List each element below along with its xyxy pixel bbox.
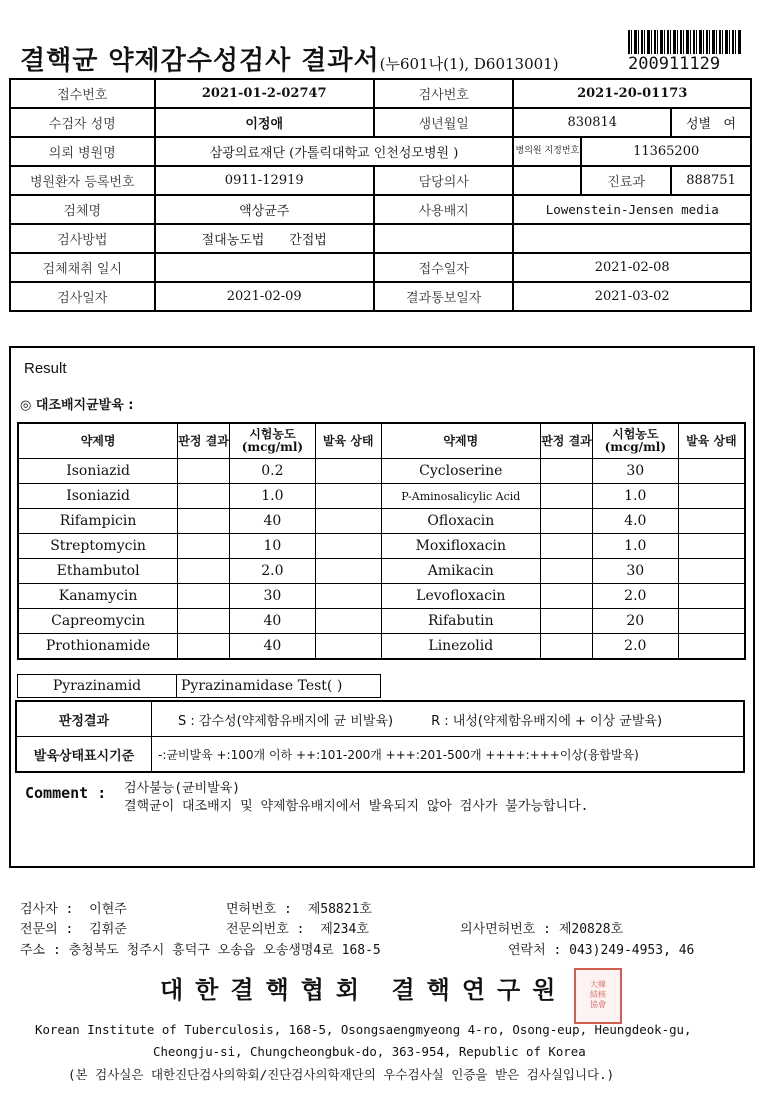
growth-text: -:균비발육 +:100개 이하 ++:101-200개 +++:201-500개 ++++:+++이상(융합발육)	[152, 737, 745, 773]
contact-label: 연락처 :	[508, 943, 562, 958]
eng-address-line2: Cheongju-si, Chungcheongbuk-do, 363-954, Republic of Korea	[153, 1044, 586, 1059]
inst-code-label: 병의원 지정번호	[513, 137, 581, 166]
table-header-row	[18, 423, 745, 459]
specimen: 액상균주	[155, 195, 374, 224]
reception-no: 2021-01-2-02747	[155, 79, 374, 108]
col-conc: 시험농도 (mcg/ml)	[592, 423, 678, 459]
sex-label: 성별	[685, 117, 712, 132]
inst-code: 11365200	[581, 137, 751, 166]
address-line	[20, 939, 381, 958]
drug-table	[17, 422, 746, 660]
drug-drug-cell: Moxifloxacin	[381, 534, 541, 559]
drug-conc-cell: 1.0	[592, 484, 678, 509]
comment-line1: 검사불능(균비발육)	[124, 781, 241, 796]
table-row	[18, 675, 381, 698]
drug-growth-cell	[315, 534, 381, 559]
col-conc: 시험농도 (mcg/ml)	[229, 423, 315, 459]
comment-line2: 결핵균이 대조배지 및 약제함유배지에서 발육되지 않아 검사가 불가능합니다.	[124, 799, 589, 814]
drug-drug-cell: Prothionamide	[18, 634, 178, 660]
doctor-license-line	[460, 918, 623, 937]
col-result: 판정 결과	[541, 423, 593, 459]
drug-drug-cell: Amikacin	[381, 559, 541, 584]
drug-drug-cell: Isoniazid	[18, 484, 178, 509]
method-label: 검사방법	[10, 224, 155, 253]
dob-label: 생년월일	[374, 108, 514, 137]
drug-growth-cell	[315, 559, 381, 584]
drug-result-cell	[541, 484, 593, 509]
drug-result-cell	[541, 634, 593, 660]
license-line	[226, 898, 372, 917]
drug-conc-cell: 40	[229, 509, 315, 534]
drug-growth-cell	[678, 559, 745, 584]
pyrazinamid-value: Pyrazinamidase Test( )	[177, 675, 381, 698]
drug-conc-cell: 2.0	[592, 584, 678, 609]
table-row	[10, 253, 751, 282]
drug-result-cell	[178, 484, 230, 509]
drug-growth-cell	[678, 634, 745, 660]
drug-result-cell	[541, 534, 593, 559]
recv-date-label: 접수일자	[374, 253, 514, 282]
table-row	[16, 737, 744, 773]
patient-no: 0911-12919	[155, 166, 374, 195]
drug-drug-cell: Ofloxacin	[381, 509, 541, 534]
judgement-r: R : 내성(약제함유배지에 + 이상 균발육)	[431, 713, 663, 729]
drug-result-cell	[178, 559, 230, 584]
name-label: 수검자 성명	[10, 108, 155, 137]
drug-drug-cell: Streptomycin	[18, 534, 178, 559]
drug-drug-cell: P-Aminosalicylic Acid	[381, 484, 541, 509]
table-row	[10, 166, 751, 195]
patient-info-table	[9, 78, 752, 312]
drug-conc-cell: 0.2	[229, 459, 315, 484]
drug-growth-cell	[678, 609, 745, 634]
drug-conc-cell: 40	[229, 634, 315, 660]
eng-address-line1: Korean Institute of Tuberculosis, 168-5, Osongsaengmyeong 4-ro, Osong-eup, Heungdeok-gu,	[35, 1022, 692, 1037]
report-date: 2021-03-02	[513, 282, 751, 311]
drug-conc-cell: 30	[592, 559, 678, 584]
drug-conc-cell: 30	[229, 584, 315, 609]
drug-drug-cell: Linezolid	[381, 634, 541, 660]
table-row	[18, 509, 745, 534]
table-row	[18, 459, 745, 484]
dept: 888751	[671, 166, 751, 195]
medium-label: 사용배지	[374, 195, 514, 224]
col-drug: 약제명	[18, 423, 178, 459]
document-title	[20, 40, 559, 77]
drug-growth-cell	[315, 609, 381, 634]
certification-note: (본 검사실은 대한진단검사의학회/진단검사의학재단의 우수검사실 인증을 받은 검사실입니다.)	[68, 1067, 615, 1082]
drug-drug-cell: Levofloxacin	[381, 584, 541, 609]
drug-growth-cell	[678, 509, 745, 534]
title-text: 결핵균 약제감수성검사 결과서	[20, 46, 380, 76]
drug-result-cell	[541, 559, 593, 584]
drug-drug-cell: Isoniazid	[18, 459, 178, 484]
method-b: 간접법	[289, 233, 327, 248]
drug-conc-cell: 4.0	[592, 509, 678, 534]
table-row	[18, 534, 745, 559]
official-seal-icon: 大韓 結核 協會	[574, 968, 622, 1024]
drug-conc-cell: 1.0	[592, 534, 678, 559]
drug-result-cell	[178, 634, 230, 660]
judgement-label: 판정결과	[16, 701, 152, 737]
drug-conc-cell: 1.0	[229, 484, 315, 509]
comment-text	[124, 780, 588, 816]
table-row	[10, 224, 751, 253]
drug-growth-cell	[678, 459, 745, 484]
method-a: 절대농도법	[201, 233, 265, 248]
table-row	[10, 79, 751, 108]
organization-name: 대한결핵협회 결핵연구원	[160, 975, 568, 1004]
table-row	[18, 484, 745, 509]
specialist: 김휘준	[89, 922, 127, 937]
comment-label: Comment :	[25, 784, 107, 802]
table-row	[10, 195, 751, 224]
specialist-no-line	[226, 918, 369, 937]
sex: 여	[723, 117, 737, 132]
col-growth: 발육 상태	[315, 423, 381, 459]
drug-drug-cell: Rifampicin	[18, 509, 178, 534]
drug-conc-cell: 20	[592, 609, 678, 634]
exam-no-label: 검사번호	[374, 79, 514, 108]
col-result: 판정 결과	[178, 423, 230, 459]
drug-drug-cell: Rifabutin	[381, 609, 541, 634]
examiner: 이현주	[89, 902, 127, 917]
patient-no-label: 병원환자 등록번호	[10, 166, 155, 195]
drug-result-cell	[178, 509, 230, 534]
result-title: Result	[24, 360, 67, 377]
test-date-label: 검사일자	[10, 282, 155, 311]
doctor-license: 제20828호	[558, 922, 624, 937]
specialist-label: 전문의 :	[20, 922, 74, 937]
drug-result-cell	[178, 534, 230, 559]
drug-result-cell	[541, 509, 593, 534]
hospital: 삼광의료재단 (가톨릭대학교 인천성모병원 )	[155, 137, 514, 166]
drug-growth-cell	[315, 459, 381, 484]
doctor-license-label: 의사면허번호 :	[460, 922, 552, 937]
title-code: (누601나(1), D6013001)	[379, 55, 559, 73]
drug-drug-cell: Kanamycin	[18, 584, 178, 609]
empty-cell	[513, 224, 751, 253]
specialist-no-label: 전문의번호 :	[226, 922, 305, 937]
patient-name: 이정애	[155, 108, 374, 137]
drug-growth-cell	[678, 584, 745, 609]
drug-conc-cell: 2.0	[592, 634, 678, 660]
examiner-line	[20, 898, 127, 917]
drug-conc-cell: 40	[229, 609, 315, 634]
drug-growth-cell	[678, 484, 745, 509]
table-row	[16, 701, 744, 737]
test-date: 2021-02-09	[155, 282, 374, 311]
exam-no: 2021-20-01173	[513, 79, 751, 108]
drug-result-cell	[541, 609, 593, 634]
col-growth: 발육 상태	[678, 423, 745, 459]
drug-growth-cell	[678, 534, 745, 559]
drug-growth-cell	[315, 634, 381, 660]
drug-result-cell	[178, 609, 230, 634]
license: 제58821호	[307, 902, 372, 917]
drug-drug-cell: Capreomycin	[18, 609, 178, 634]
drug-result-cell	[541, 584, 593, 609]
table-row	[18, 584, 745, 609]
recv-date: 2021-02-08	[513, 253, 751, 282]
empty-cell	[374, 224, 514, 253]
report-date-label: 결과통보일자	[374, 282, 514, 311]
dob: 830814	[513, 108, 671, 137]
table-row	[18, 609, 745, 634]
drug-result-cell	[541, 459, 593, 484]
control-culture-label: ◎ 대조배지균발육 :	[20, 398, 134, 413]
drug-drug-cell: Cycloserine	[381, 459, 541, 484]
legend-table	[15, 700, 745, 773]
collect-date	[155, 253, 374, 282]
table-row	[10, 108, 751, 137]
drug-growth-cell	[315, 584, 381, 609]
drug-result-cell	[178, 459, 230, 484]
license-label: 면허번호 :	[226, 902, 292, 917]
drug-result-cell	[178, 584, 230, 609]
drug-conc-cell: 2.0	[229, 559, 315, 584]
judgement-s: S : 감수성(약제함유배지에 균 비발육)	[178, 713, 394, 729]
pyrazinamid-row	[17, 674, 381, 698]
specimen-label: 검체명	[10, 195, 155, 224]
medium: Lowenstein-Jensen media	[513, 195, 751, 224]
doctor-label: 담당의사	[374, 166, 514, 195]
drug-growth-cell	[315, 509, 381, 534]
table-row	[10, 282, 751, 311]
table-row	[18, 559, 745, 584]
hospital-label: 의뢰 병원명	[10, 137, 155, 166]
pyrazinamid-label: Pyrazinamid	[18, 675, 177, 698]
method-cell	[155, 224, 374, 253]
dept-label: 진료과	[581, 166, 671, 195]
drug-conc-cell: 10	[229, 534, 315, 559]
reception-no-label: 접수번호	[10, 79, 155, 108]
doctor	[513, 166, 581, 195]
address: 충청북도 청주시 흥덕구 오송읍 오송생명4로 168-5	[68, 943, 381, 958]
contact-line	[508, 939, 694, 958]
drug-growth-cell	[315, 484, 381, 509]
table-row	[18, 634, 745, 660]
contact: 043)249-4953, 46	[569, 943, 695, 958]
table-row	[10, 137, 751, 166]
drug-conc-cell: 30	[592, 459, 678, 484]
drug-drug-cell: Ethambutol	[18, 559, 178, 584]
address-label: 주소 :	[20, 943, 61, 958]
specialist-line	[20, 918, 127, 937]
specialist-no: 제234호	[320, 922, 369, 937]
barcode-image	[628, 30, 741, 54]
examiner-label: 검사자 :	[20, 902, 74, 917]
col-drug: 약제명	[381, 423, 541, 459]
growth-label: 발육상태표시기준	[16, 737, 152, 773]
sex-cell	[671, 108, 751, 137]
collect-label: 검체채취 일시	[10, 253, 155, 282]
barcode-number: 200911129	[628, 54, 721, 74]
